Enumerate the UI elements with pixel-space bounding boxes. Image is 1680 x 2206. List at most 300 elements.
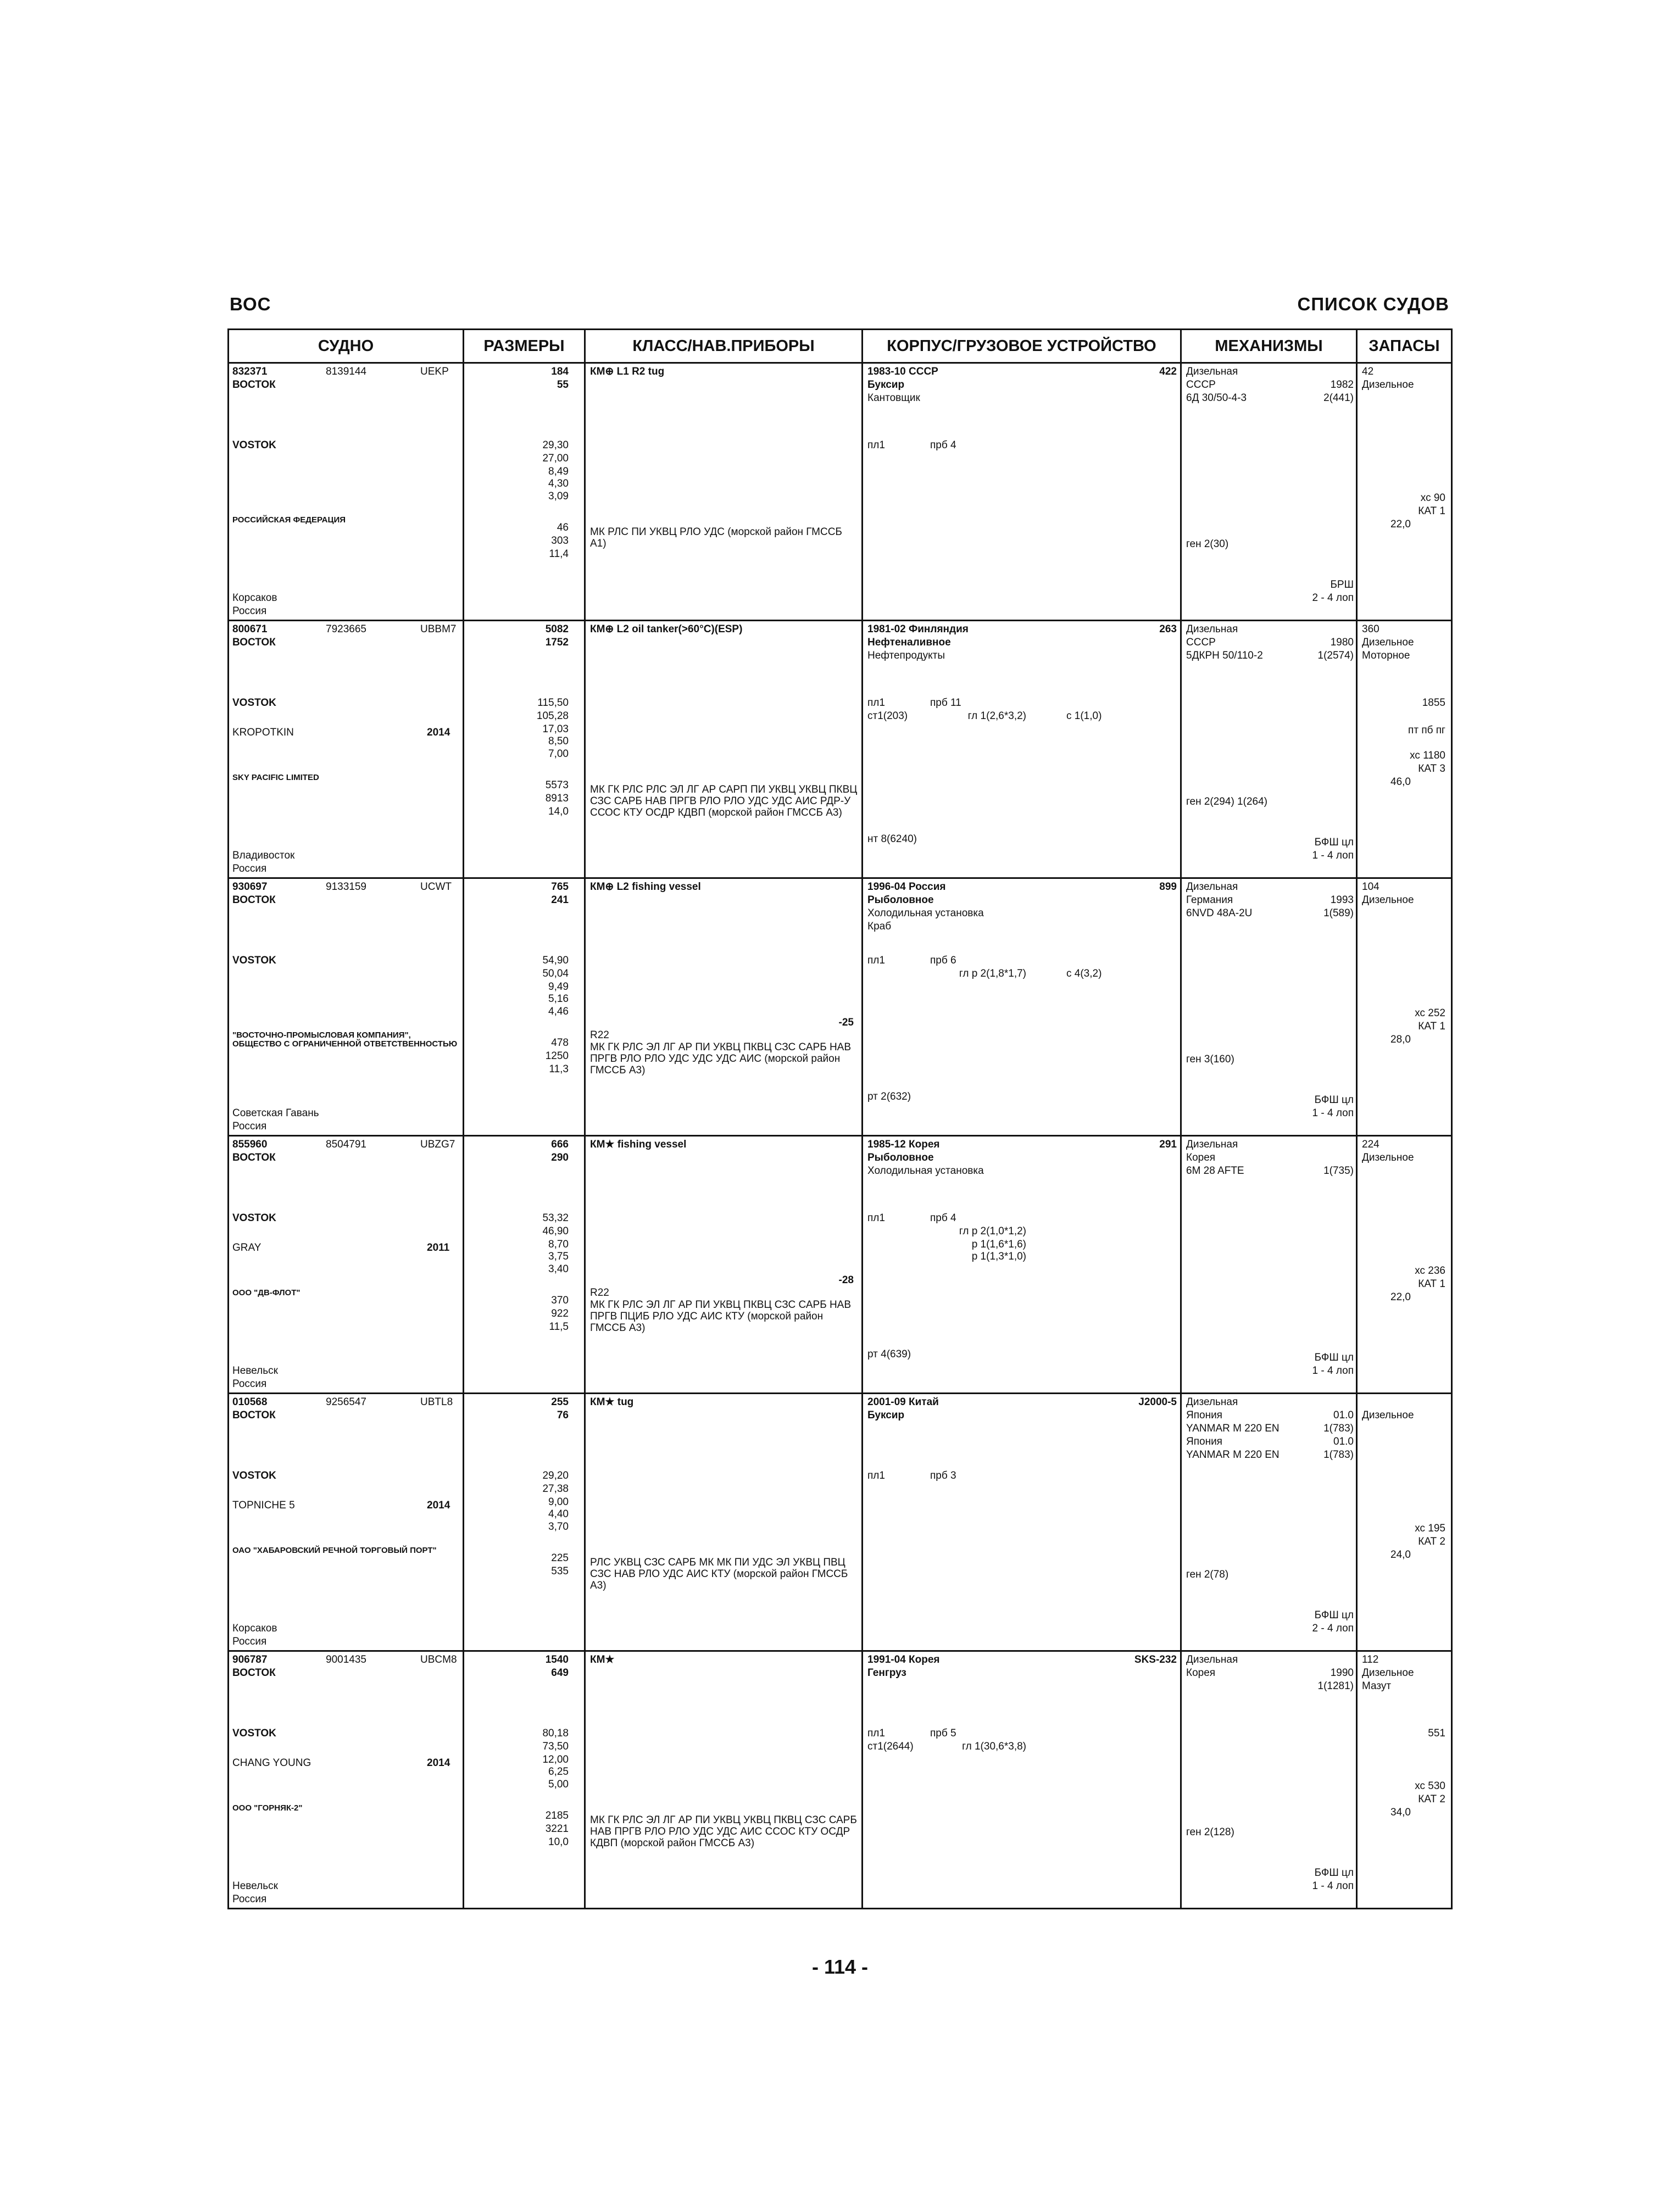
engine-type: Дизельная [1186, 881, 1238, 893]
header-right: СПИСОК СУДОВ [1297, 294, 1449, 314]
engine-power: 1(1281) [1317, 1680, 1354, 1692]
range: 46,0 [1390, 776, 1411, 788]
ship-record [229, 363, 1452, 621]
bulkheads: прб 4 [930, 1212, 956, 1224]
vessel-latin-name: VOSTOK [232, 697, 276, 709]
former-name-year: 2014 [427, 1500, 450, 1511]
machinery-cell [1181, 1394, 1357, 1651]
engine-year: 01.0 [1333, 1410, 1354, 1421]
project-number: 291 [1159, 1139, 1177, 1150]
displacement: 535 [551, 1566, 569, 1577]
length-overall: 53,32 [542, 1212, 569, 1224]
length-pp: 50,04 [542, 968, 569, 979]
engine2-power: 1(783) [1323, 1449, 1354, 1461]
ship-record [229, 878, 1452, 1136]
supplies-cell [1357, 878, 1452, 1136]
class-cell [585, 1651, 863, 1909]
ship-record [229, 621, 1452, 878]
draught: 4,30 [548, 478, 569, 489]
vessel-type: Рыболовное [867, 1152, 934, 1163]
vessel-type: Рыболовное [867, 894, 934, 906]
length-pp: 105,28 [536, 710, 569, 722]
owner: ООО "ГОРНЯК-2" [232, 1803, 303, 1813]
displacement: 1250 [545, 1050, 569, 1062]
col-header-supplies: ЗАПАСЫ [1357, 330, 1452, 363]
port: Владивосток [232, 850, 295, 861]
bulkheads: прб 5 [930, 1728, 956, 1739]
category: КАТ 3 [1418, 763, 1445, 775]
bulkheads: прб 4 [930, 439, 956, 451]
vessel-name: ВОСТОК [232, 1152, 276, 1163]
supplies-cell [1357, 1651, 1452, 1909]
class-notation: КМ⊕ L2 fishing vessel [590, 881, 701, 893]
hull-cell [863, 363, 1181, 621]
imo-number: 8139144 [326, 366, 366, 377]
engine-type: Дизельная [1186, 1396, 1238, 1408]
net-tonnage: 1752 [545, 637, 569, 648]
range: 22,0 [1390, 519, 1411, 530]
category: КАТ 1 [1418, 1021, 1445, 1032]
depth: 3,70 [548, 1521, 569, 1533]
vessel-cell [229, 363, 464, 621]
ship-record [229, 1394, 1452, 1651]
gross-tonnage: 1540 [545, 1654, 569, 1665]
fuel-capacity: 104 [1362, 881, 1379, 893]
reg-number: 010568 [232, 1396, 268, 1408]
vessel-subtype-2: Краб [867, 921, 892, 932]
gross-tonnage: 184 [551, 366, 569, 377]
fuel-capacity: 112 [1362, 1654, 1379, 1665]
vessel-latin-name: VOSTOK [232, 439, 276, 451]
call-sign: UEKP [420, 366, 449, 377]
imo-number: 7923665 [326, 623, 366, 635]
propeller: БФШ цл [1314, 1867, 1354, 1879]
call-sign: UBZG7 [420, 1139, 455, 1150]
nav-equipment: РЛС УКВЦ СЗС САРБ МК МК ПИ УДС ЭЛ УКВЦ ПВЦ СЗС НАВ РЛО УДС АИС КТУ (морской район ГМССБ А3) [590, 1557, 848, 1591]
breadth: 8,49 [548, 466, 569, 477]
hatches-extra-2: р 1(1,3*1,0) [971, 1251, 1026, 1262]
propeller-blades: 1 - 4 лоп [1312, 1107, 1354, 1119]
owner: "ВОСТОЧНО-ПРОМЫСЛОВАЯ КОМПАНИЯ", ОБЩЕСТВО С ОГРАНИЧЕННОЙ ОТВЕТСТВЕННОСТЬЮ [232, 1030, 458, 1049]
vessel-name: ВОСТОК [232, 1667, 276, 1679]
ship-record [229, 1136, 1452, 1394]
col-header-class: КЛАСС/НАВ.ПРИБОРЫ [585, 330, 863, 363]
engine-type: Дизельная [1186, 1654, 1238, 1665]
country: Россия [232, 863, 267, 874]
vessel-subtype: Нефтепродукты [867, 650, 945, 661]
breadth: 17,03 [542, 723, 569, 735]
vessel-latin-name: VOSTOK [232, 1470, 276, 1481]
vessel-name: ВОСТОК [232, 379, 276, 391]
autonomy: хс 90 [1420, 492, 1445, 504]
category: КАТ 2 [1418, 1793, 1445, 1805]
reg-number: 855960 [232, 1139, 268, 1150]
imo-number: 8504791 [326, 1139, 366, 1150]
imo-number: 9256547 [326, 1396, 366, 1408]
ice-class: -25 [838, 1017, 854, 1028]
restriction: R22 [590, 1287, 609, 1299]
deadweight: 46 [557, 522, 569, 533]
engine2-model: YANMAR M 220 EN [1186, 1449, 1280, 1461]
imo-number: 9001435 [326, 1654, 366, 1665]
breadth: 9,00 [548, 1496, 569, 1508]
port: Советская Гавань [232, 1107, 319, 1119]
hull-cell [863, 878, 1181, 1136]
depth: 5,00 [548, 1779, 569, 1790]
generators: ген 3(160) [1186, 1054, 1234, 1065]
draught: 4,40 [548, 1508, 569, 1520]
breadth: 8,70 [548, 1239, 569, 1250]
propeller: БФШ цл [1314, 1609, 1354, 1621]
net-tonnage: 290 [551, 1152, 569, 1163]
engine-model: YANMAR M 220 EN [1186, 1423, 1280, 1434]
build-info: 1996-04 Россия [867, 881, 946, 893]
length-pp: 27,38 [542, 1483, 569, 1495]
supplies-capacity-2: 551 [1428, 1728, 1445, 1739]
fuel-capacity: 224 [1362, 1139, 1379, 1150]
class-notation: КМ⊕ L2 oil tanker(>60°C)(ESP) [590, 623, 743, 635]
generators: ген 2(128) [1186, 1826, 1234, 1838]
ice-class: -28 [838, 1274, 854, 1286]
propeller: БФШ цл [1314, 837, 1354, 848]
engine-power: 1(783) [1323, 1423, 1354, 1434]
propeller-blades: 2 - 4 лоп [1312, 592, 1354, 604]
class-cell [585, 363, 863, 621]
engine-country: СССР [1186, 379, 1216, 391]
range: 24,0 [1390, 1549, 1411, 1561]
vessel-type: Нефтеналивное [867, 637, 951, 648]
col-header-hull: КОРПУС/ГРУЗОВОЕ УСТРОЙСТВО [863, 330, 1181, 363]
supplies-capacity-2: 1855 [1422, 697, 1445, 709]
category: КАТ 1 [1418, 505, 1445, 517]
autonomy: хс 530 [1415, 1780, 1445, 1792]
vessel-cell [229, 1651, 464, 1909]
engine-power: 1(735) [1323, 1165, 1354, 1177]
engine-country: Корея [1186, 1152, 1216, 1163]
fuel-type: Дизельное [1362, 379, 1414, 391]
fuel-capacity: 42 [1362, 366, 1374, 377]
engine-year: 1982 [1330, 379, 1354, 391]
page-number: - 114 - [811, 1956, 869, 1978]
autonomy: хс 252 [1415, 1007, 1445, 1019]
holds: ст1(203) [867, 710, 908, 722]
speed-knots: 11,3 [549, 1063, 569, 1075]
fuel-type-2: Мазут [1362, 1680, 1392, 1692]
former-name: TOPNICHE 5 [232, 1500, 295, 1511]
header-left: ВОС [230, 294, 271, 314]
vessel-name: ВОСТОК [232, 1410, 276, 1421]
owner: ОАО "ХАБАРОВСКИЙ РЕЧНОЙ ТОРГОВЫЙ ПОРТ" [232, 1546, 437, 1555]
country: Россия [232, 605, 267, 617]
vessel-type: Буксир [867, 379, 905, 391]
autonomy: хс 1180 [1410, 750, 1445, 761]
fuel-capacity: 360 [1362, 623, 1379, 635]
engine-model: 6NVD 48A-2U [1186, 907, 1253, 919]
decks: пл1 [867, 1212, 885, 1224]
vessel-latin-name: VOSTOK [232, 1212, 276, 1224]
vessel-name: ВОСТОК [232, 637, 276, 648]
country: Россия [232, 1636, 267, 1647]
length-pp: 73,50 [542, 1741, 569, 1752]
draught: 3,75 [548, 1251, 569, 1262]
displacement: 8913 [545, 793, 569, 804]
deadweight: 478 [551, 1037, 569, 1049]
machinery-cell [1181, 363, 1357, 621]
class-notation: КМ★ [590, 1654, 615, 1665]
machinery-cell [1181, 1651, 1357, 1909]
vessel-name: ВОСТОК [232, 894, 276, 906]
speed-knots: 10,0 [548, 1836, 569, 1848]
owner: РОССИЙСКАЯ ФЕДЕРАЦИЯ [232, 515, 346, 525]
dimensions-cell [464, 363, 585, 621]
deadweight: 225 [551, 1552, 569, 1564]
nav-equipment: МК ГК РЛС ЭЛ ЛГ АР ПИ УКВЦ УКВЦ ПКВЦ СЗС САРБ НАВ ПРГВ РЛО РЛО УДС УДС АИС ССОС КТУ ОСДР КДВП (морской район ГМССБ А3) [590, 1814, 857, 1849]
engine-type: Дизельная [1186, 1139, 1238, 1150]
speed-knots: 14,0 [548, 806, 569, 817]
hull-cell [863, 1394, 1181, 1651]
length-pp: 46,90 [542, 1225, 569, 1237]
cargo-tanks: рт 2(632) [867, 1091, 911, 1102]
table-header-row [229, 330, 1452, 363]
net-tonnage: 649 [551, 1667, 569, 1679]
propeller-blades: 1 - 4 лоп [1312, 1880, 1354, 1892]
ships-table [227, 328, 1453, 1909]
vessel-type: Генгруз [867, 1667, 906, 1679]
cranes: с 4(3,2) [1066, 968, 1102, 979]
reg-number: 800671 [232, 623, 268, 635]
fuel-type: Дизельное [1362, 637, 1414, 648]
vessel-cell [229, 878, 464, 1136]
former-name-year: 2014 [427, 1757, 450, 1769]
decks: пл1 [867, 1470, 885, 1481]
propeller: БРШ [1330, 579, 1354, 591]
propeller-blades: 2 - 4 лоп [1312, 1623, 1354, 1634]
hatches: гл 1(2,6*3,2) [967, 710, 1026, 722]
engine-country: Япония [1186, 1410, 1222, 1421]
range: 22,0 [1390, 1291, 1411, 1303]
supplies-cell [1357, 1136, 1452, 1394]
cargo-tanks: рт 4(639) [867, 1349, 911, 1360]
port: Корсаков [232, 592, 277, 604]
dimensions-cell [464, 878, 585, 1136]
depth: 3,09 [548, 491, 569, 502]
supplies-cell [1357, 363, 1452, 621]
category: КАТ 1 [1418, 1278, 1445, 1290]
decks: пл1 [867, 697, 885, 709]
machinery-cell [1181, 878, 1357, 1136]
cranes: с 1(1,0) [1066, 710, 1102, 722]
length-overall: 80,18 [542, 1728, 569, 1739]
net-tonnage: 241 [551, 894, 569, 906]
supplies-notes: пт пб пг [1408, 725, 1445, 736]
machinery-cell [1181, 1136, 1357, 1394]
class-cell [585, 621, 863, 878]
supplies-cell [1357, 621, 1452, 878]
former-name: KROPOTKIN [232, 727, 294, 738]
autonomy: хс 236 [1415, 1265, 1445, 1277]
build-info: 1983-10 СССР [867, 366, 938, 377]
cargo-tanks: нт 8(6240) [867, 833, 917, 845]
draught: 5,16 [548, 993, 569, 1005]
generators: ген 2(78) [1186, 1569, 1229, 1580]
vessel-cell [229, 621, 464, 878]
length-overall: 29,20 [542, 1470, 569, 1481]
vessel-latin-name: VOSTOK [232, 955, 276, 966]
fuel-type: Дизельное [1362, 1667, 1414, 1679]
engine2-year: 01.0 [1333, 1436, 1354, 1447]
engine-power: 2(441) [1323, 392, 1354, 404]
reg-number: 832371 [232, 366, 268, 377]
project-number: 422 [1159, 366, 1177, 377]
vessel-cell [229, 1394, 464, 1651]
range: 28,0 [1390, 1034, 1411, 1045]
call-sign: UBBM7 [420, 623, 457, 635]
engine-type: Дизельная [1186, 623, 1238, 635]
speed-knots: 11,5 [549, 1321, 569, 1333]
port: Невельск [232, 1365, 278, 1377]
supplies-cell [1357, 1394, 1452, 1651]
call-sign: UBCM8 [420, 1654, 457, 1665]
breadth: 12,00 [542, 1754, 569, 1765]
class-cell [585, 878, 863, 1136]
propeller-blades: 1 - 4 лоп [1312, 850, 1354, 861]
displacement: 922 [551, 1308, 569, 1319]
call-sign: UBTL8 [420, 1396, 453, 1408]
engine-power: 1(2574) [1317, 650, 1354, 661]
col-header-machinery: МЕХАНИЗМЫ [1181, 330, 1357, 363]
country: Россия [232, 1893, 267, 1905]
project-number: SKS-232 [1134, 1654, 1177, 1665]
depth: 7,00 [548, 748, 569, 760]
former-name-year: 2014 [427, 727, 450, 738]
former-name-year: 2011 [427, 1242, 450, 1254]
dimensions-cell [464, 621, 585, 878]
hull-cell [863, 1651, 1181, 1909]
net-tonnage: 76 [557, 1410, 569, 1421]
fuel-type: Дизельное [1362, 1152, 1414, 1163]
displacement: 303 [551, 535, 569, 547]
vessel-latin-name: VOSTOK [232, 1728, 276, 1739]
propeller: БФШ цл [1314, 1094, 1354, 1106]
hatches: гл 1(30,6*3,8) [962, 1741, 1026, 1752]
gross-tonnage: 5082 [545, 623, 569, 635]
project-number: 899 [1159, 881, 1177, 893]
port: Невельск [232, 1880, 278, 1892]
depth: 3,40 [548, 1263, 569, 1275]
generators: ген 2(30) [1186, 538, 1229, 550]
former-name: CHANG YOUNG [232, 1757, 311, 1769]
machinery-cell [1181, 621, 1357, 878]
project-number: J2000-5 [1138, 1396, 1177, 1408]
country: Россия [232, 1378, 267, 1390]
vessel-subtype: Холодильная установка [867, 1165, 984, 1177]
vessel-subtype: Холодильная установка [867, 907, 984, 919]
hull-cell [863, 621, 1181, 878]
autonomy: хс 195 [1415, 1523, 1445, 1534]
fuel-type: Дизельное [1362, 894, 1414, 906]
owner: SKY PACIFIC LIMITED [232, 773, 319, 782]
class-notation: КМ★ tug [590, 1396, 634, 1408]
engine-country: СССР [1186, 637, 1216, 648]
port: Корсаков [232, 1623, 277, 1634]
nav-equipment: МК ГК РЛС ЭЛ ЛГ АР ПИ УКВЦ ПКВЦ СЗС САРБ НАВ ПРГВ РЛО РЛО УДС УДС УДС АИС (морской район ГМССБ А3) [590, 1041, 852, 1076]
engine-year: 1993 [1330, 894, 1354, 906]
net-tonnage: 55 [557, 379, 569, 391]
gross-tonnage: 255 [551, 1396, 569, 1408]
draught: 8,50 [548, 736, 569, 747]
dimensions-cell [464, 1136, 585, 1394]
bulkheads: прб 6 [930, 955, 956, 966]
build-info: 2001-09 Китай [867, 1396, 939, 1408]
engine-year: 1980 [1330, 637, 1354, 648]
class-cell [585, 1136, 863, 1394]
holds: ст1(2644) [867, 1741, 914, 1752]
deadweight: 370 [551, 1295, 569, 1306]
deadweight: 5573 [545, 779, 569, 791]
fuel-type: Дизельное [1362, 1410, 1414, 1421]
breadth: 9,49 [548, 981, 569, 993]
speed-knots: 11,4 [549, 548, 569, 560]
owner: ООО "ДВ-ФЛОТ" [232, 1288, 301, 1297]
length-overall: 115,50 [537, 697, 569, 709]
bulkheads: прб 3 [930, 1470, 956, 1481]
restriction: R22 [590, 1029, 609, 1041]
country: Россия [232, 1121, 267, 1132]
length-pp: 27,00 [542, 453, 569, 464]
project-number: 263 [1159, 623, 1177, 635]
nav-equipment: МК ГК РЛС РЛС ЭЛ ЛГ АР САРП ПИ УКВЦ УКВЦ ПКВЦ СЗС САРБ НАВ ПРГВ РЛО РЛО УДС УДС АИС РДР-У ССОС КТУ ОСДР КДВП (морской район ГМССБ А3) [590, 784, 858, 818]
engine-model: 6M 28 AFTE [1186, 1165, 1244, 1177]
generators: ген 2(294) 1(264) [1186, 796, 1267, 807]
engine-country: Германия [1186, 894, 1233, 906]
build-info: 1991-04 Корея [867, 1654, 940, 1665]
col-header-vessel: СУДНО [229, 330, 464, 363]
deadweight: 2185 [545, 1810, 569, 1821]
engine-model: 5ДКРН 50/110-2 [1186, 650, 1263, 661]
engine-country: Корея [1186, 1667, 1216, 1679]
dimensions-cell [464, 1651, 585, 1909]
engine2-country: Япония [1186, 1436, 1222, 1447]
call-sign: UCWT [420, 881, 452, 893]
build-info: 1981-02 Финляндия [867, 623, 969, 635]
hatches: гл р 2(1,8*1,7) [959, 968, 1026, 979]
bulkheads: прб 11 [930, 697, 961, 709]
gross-tonnage: 666 [551, 1139, 569, 1150]
col-header-dimensions: РАЗМЕРЫ [464, 330, 585, 363]
vessel-type: Буксир [867, 1410, 905, 1421]
propeller: БФШ цл [1314, 1352, 1354, 1363]
category: КАТ 2 [1418, 1536, 1445, 1547]
reg-number: 906787 [232, 1654, 268, 1665]
displacement: 3221 [545, 1823, 569, 1835]
length-overall: 54,90 [542, 955, 569, 966]
hatches-extra-1: р 1(1,6*1,6) [971, 1239, 1026, 1250]
vessel-subtype: Кантовщик [867, 392, 920, 404]
decks: пл1 [867, 439, 885, 451]
dimensions-cell [464, 1394, 585, 1651]
nav-equipment: МК РЛС ПИ УКВЦ РЛО УДС (морской район ГМССБ А1) [590, 526, 842, 549]
hull-cell [863, 1136, 1181, 1394]
class-notation: КМ★ fishing vessel [590, 1139, 687, 1150]
depth: 4,46 [548, 1006, 569, 1017]
fuel-type-2: Моторное [1362, 650, 1410, 661]
vessel-cell [229, 1136, 464, 1394]
build-info: 1985-12 Корея [867, 1139, 940, 1150]
gross-tonnage: 765 [551, 881, 569, 893]
class-cell [585, 1394, 863, 1651]
engine-year: 1990 [1330, 1667, 1354, 1679]
ship-record [229, 1651, 1452, 1909]
